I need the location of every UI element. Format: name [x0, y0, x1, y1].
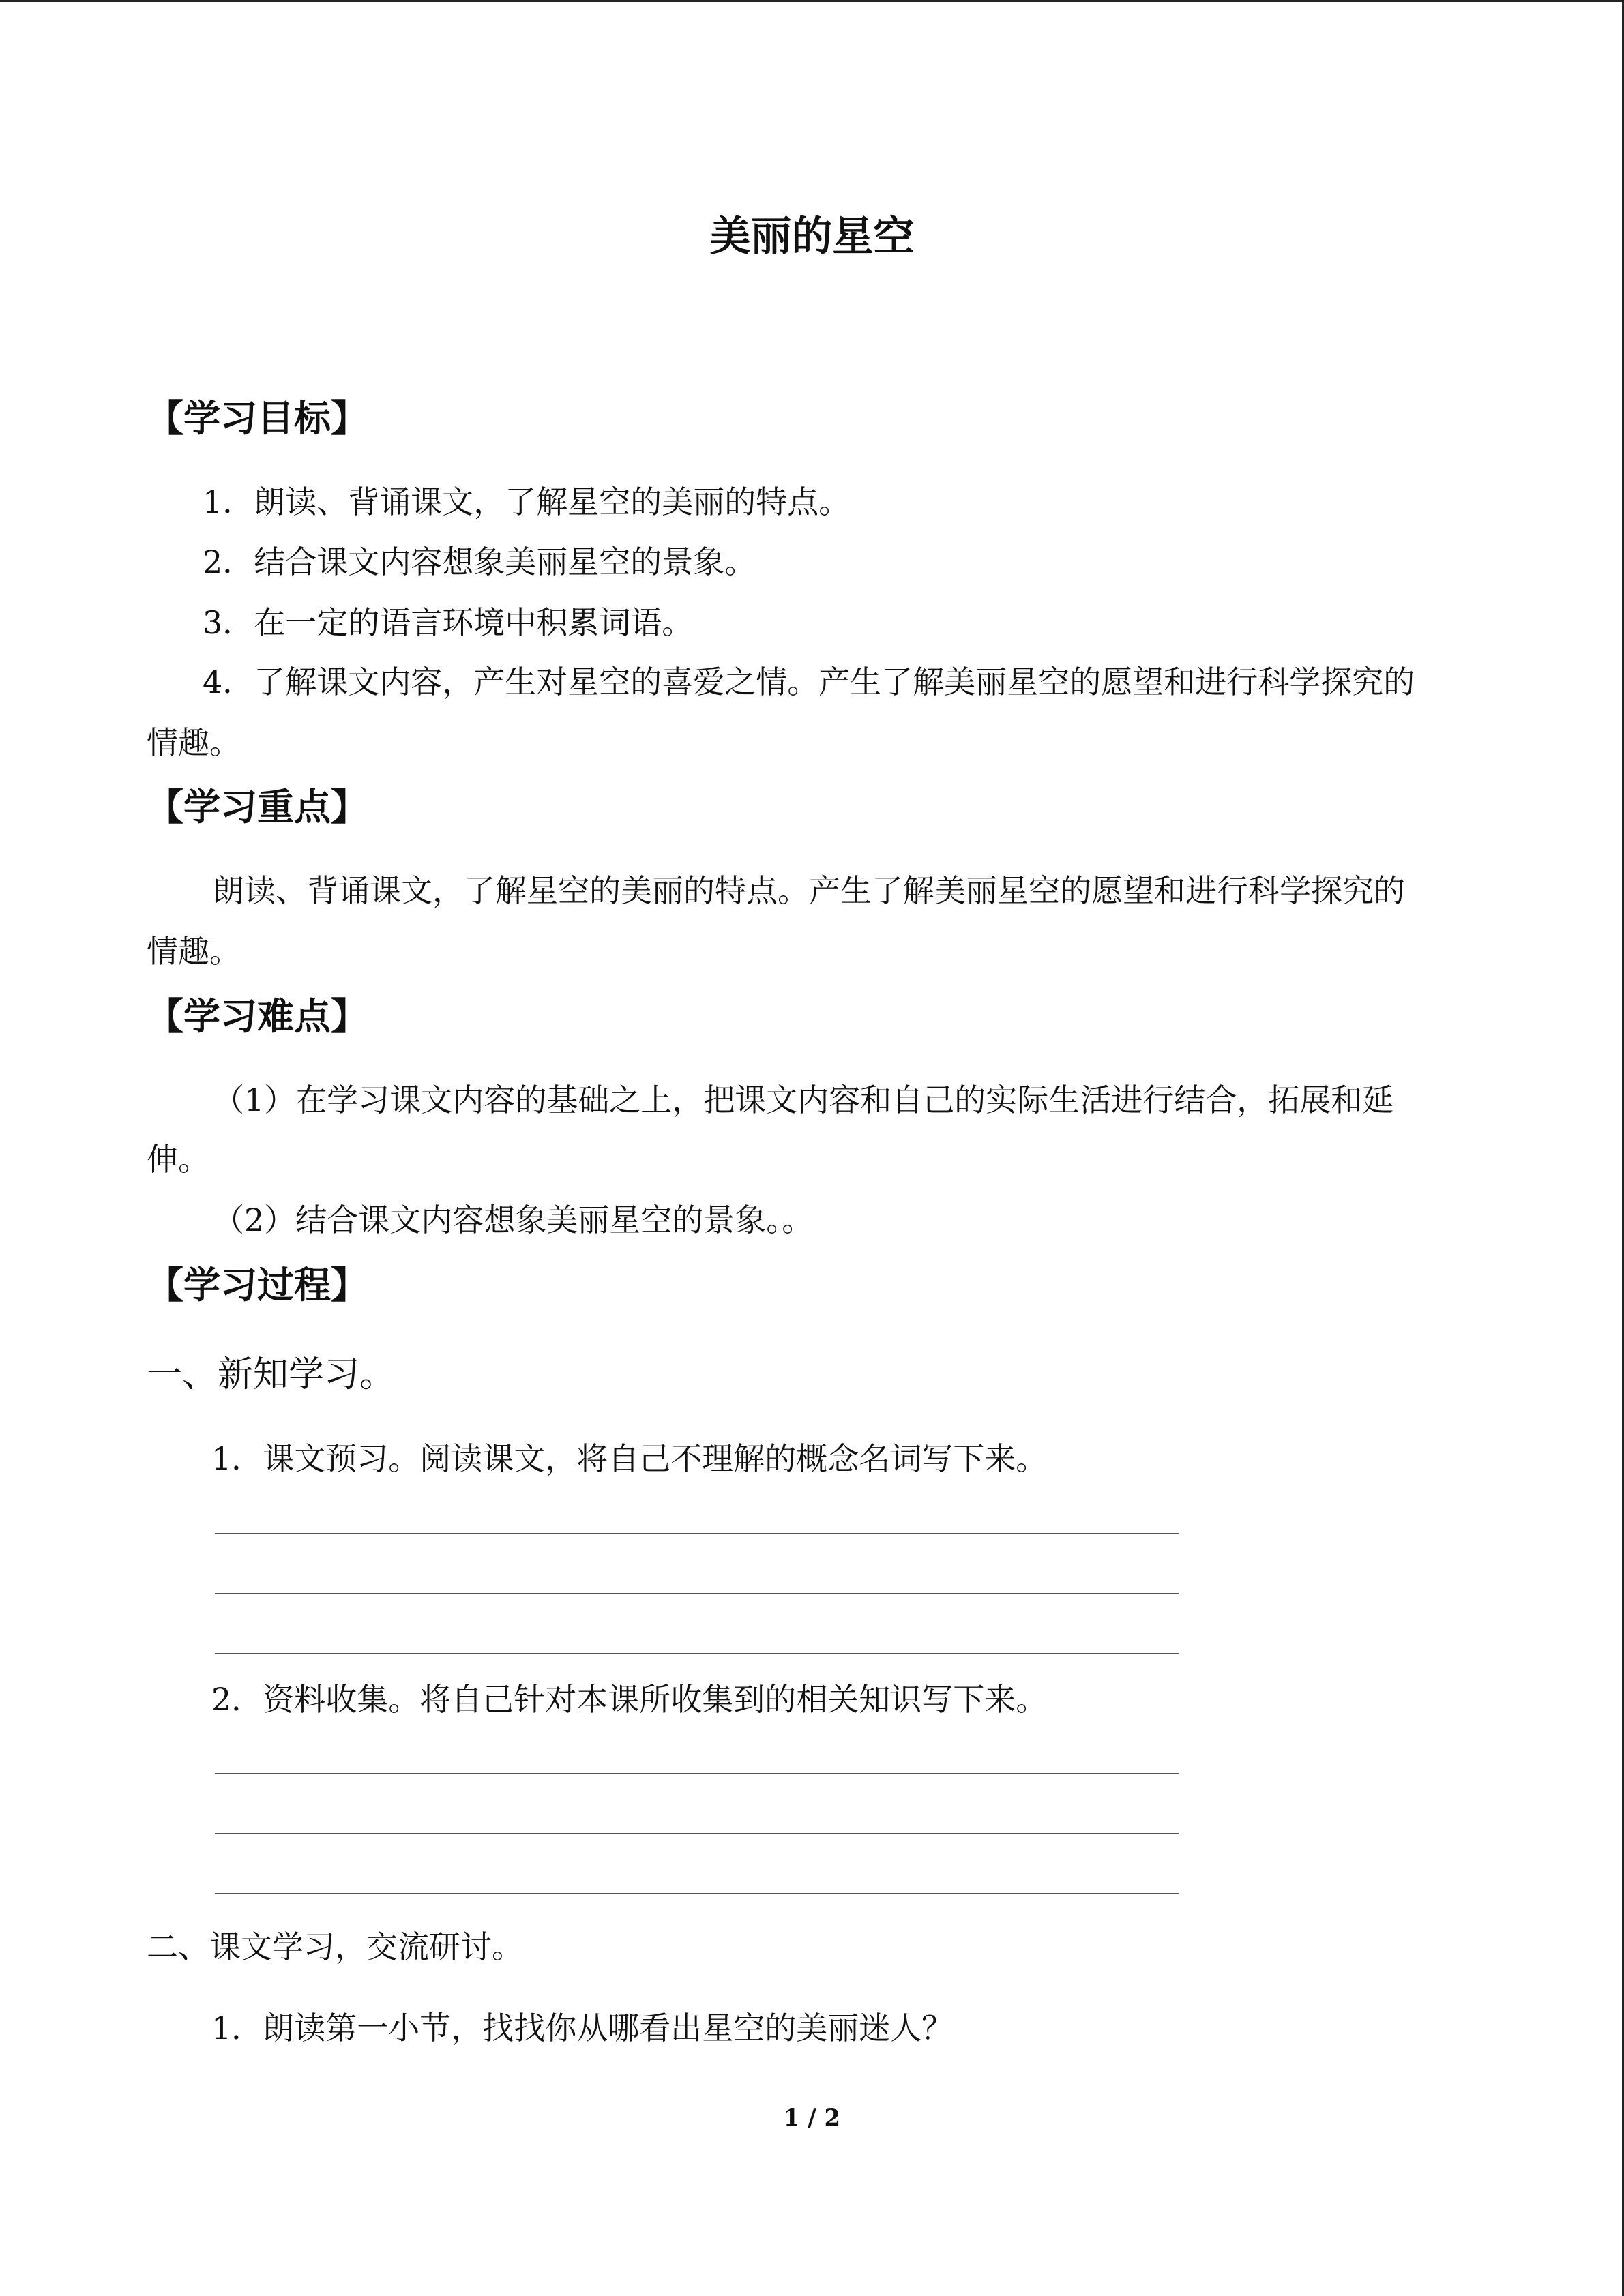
page-top-border — [0, 0, 1624, 2]
answer-line[interactable] — [215, 1533, 1179, 1534]
key-points-line-1: 朗读、背诵课文，了解星空的美丽的特点。产生了解美丽星空的愿望和进行科学探究的 — [213, 872, 1405, 909]
objective-item-2: 2．结合课文内容想象美丽星空的景象。 — [203, 543, 756, 580]
key-points-line-2: 情趣。 — [147, 933, 241, 970]
objective-item-4: 4．了解课文内容，产生对星空的喜爱之情。产生了解美丽星空的愿望和进行科学探究的 — [203, 664, 1415, 700]
answer-line[interactable] — [215, 1833, 1179, 1834]
objective-item-1: 1．朗读、背诵课文，了解星空的美丽的特点。 — [203, 483, 851, 520]
process-heading: 【学习过程】 — [147, 1264, 368, 1307]
objectives-heading: 【学习目标】 — [147, 397, 368, 440]
part1-task1: 1．课文预习。阅读课文，将自己不理解的概念名词写下来。 — [211, 1440, 1048, 1477]
page-number: 1 / 2 — [783, 2104, 841, 2132]
part1-title: 一、新知学习。 — [147, 1354, 396, 1395]
answer-line[interactable] — [215, 1893, 1179, 1894]
document-title: 美丽的星空 — [709, 213, 915, 260]
part2-task1: 1．朗读第一小节，找找你从哪看出星空的美丽迷人？ — [211, 2010, 954, 2046]
difficulty-item-1: （1）在学习课文内容的基础之上，把课文内容和自己的实际生活进行结合，拓展和延 — [213, 1082, 1394, 1118]
difficulty-item-1-continuation: 伸。 — [147, 1141, 209, 1178]
answer-line[interactable] — [215, 1773, 1179, 1774]
part2-title: 二、课文学习，交流研讨。 — [147, 1928, 523, 1965]
objective-item-4-continuation: 情趣。 — [147, 724, 241, 761]
answer-line[interactable] — [215, 1653, 1179, 1654]
objective-item-3: 3．在一定的语言环境中积累词语。 — [203, 604, 694, 641]
answer-line[interactable] — [215, 1593, 1179, 1594]
part1-task2: 2．资料收集。将自己针对本课所收集到的相关知识写下来。 — [211, 1681, 1048, 1718]
difficulties-heading: 【学习难点】 — [147, 995, 368, 1038]
difficulty-item-2: （2）结合课文内容想象美丽星空的景象。。 — [213, 1202, 814, 1238]
key-points-heading: 【学习重点】 — [147, 786, 368, 829]
